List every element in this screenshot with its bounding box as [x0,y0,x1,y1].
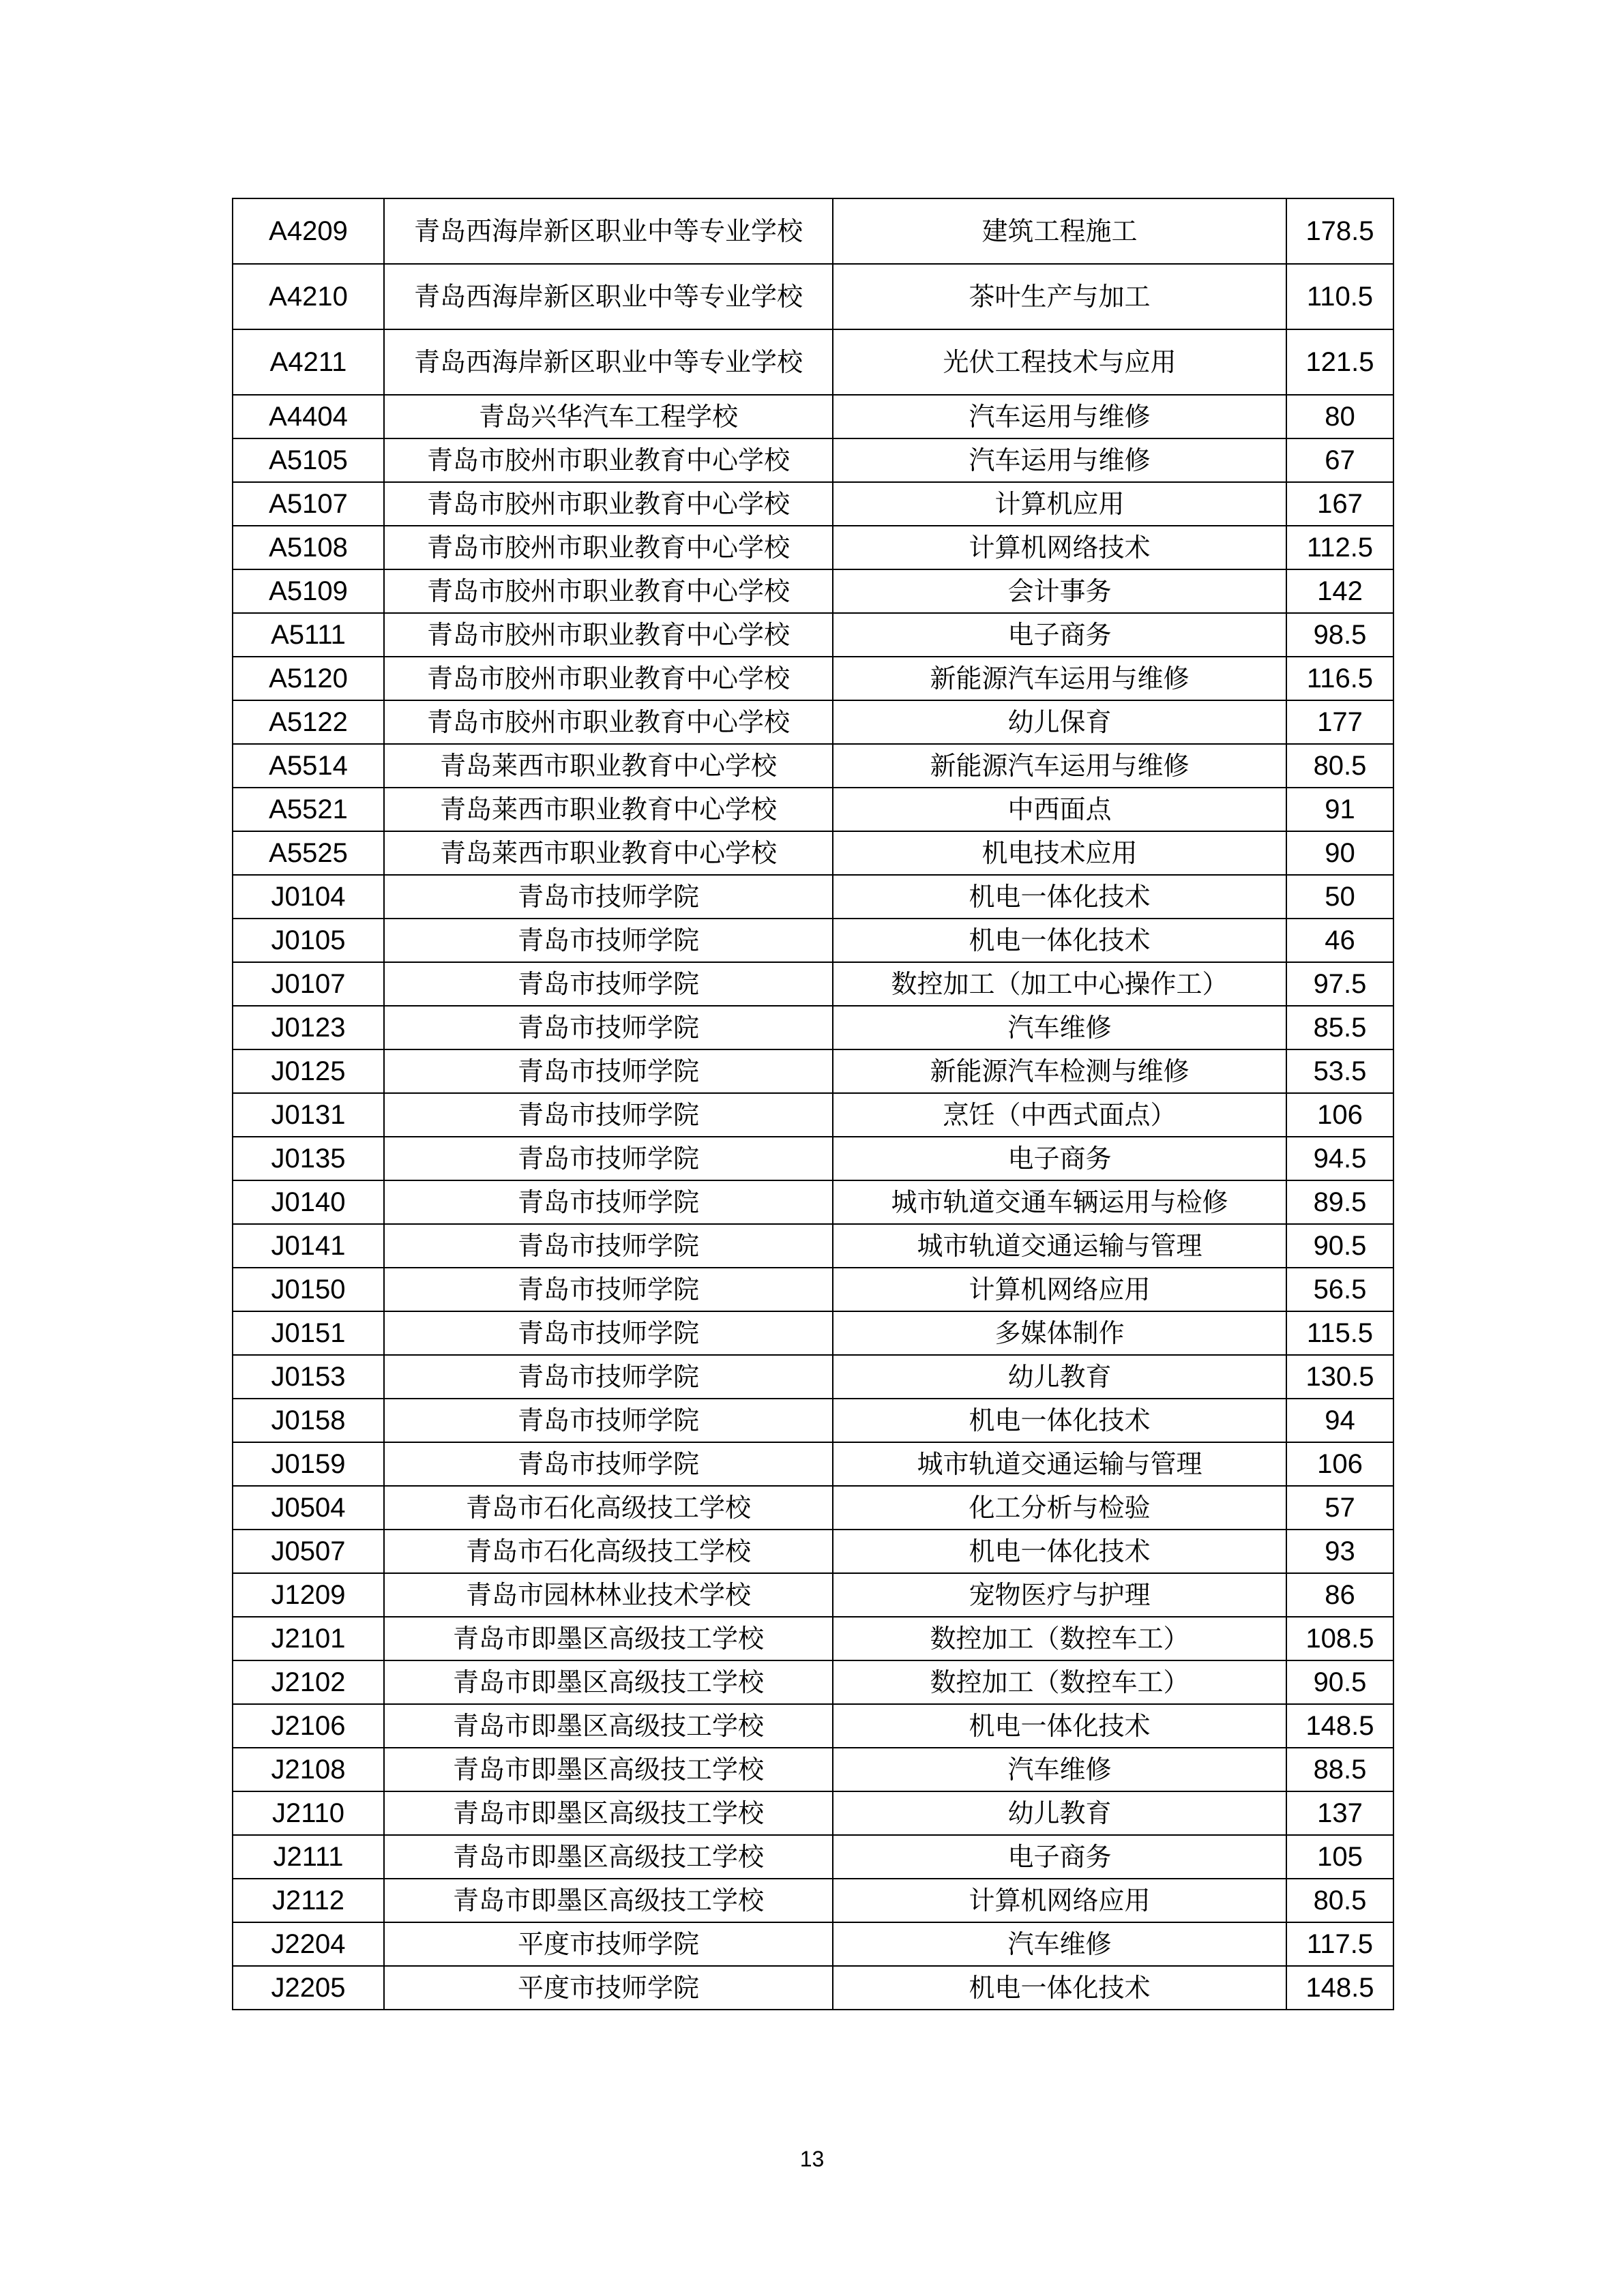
score-cell: 80 [1286,395,1393,438]
major-name-cell: 幼儿教育 [833,1791,1286,1835]
table-row [233,1704,1393,1748]
school-name-cell: 青岛市即墨区高级技工学校 [384,1660,833,1704]
table-row [233,744,1393,788]
school-name-cell: 青岛西海岸新区职业中等专业学校 [384,329,833,395]
score-cell: 105 [1286,1835,1393,1879]
major-name-cell: 汽车维修 [833,1748,1286,1791]
program-code-cell: A5108 [233,526,384,569]
program-code-cell: A5120 [233,657,384,700]
school-name-cell: 青岛市石化高级技工学校 [384,1530,833,1573]
table-row [233,831,1393,875]
table-row [233,1049,1393,1093]
score-cell: 57 [1286,1486,1393,1530]
major-name-cell: 汽车维修 [833,1922,1286,1966]
score-cell: 97.5 [1286,962,1393,1006]
major-name-cell: 机电一体化技术 [833,875,1286,919]
score-cell: 106 [1286,1442,1393,1486]
school-name-cell: 青岛市胶州市职业教育中心学校 [384,657,833,700]
table-row [233,1355,1393,1399]
school-name-cell: 青岛市技师学院 [384,962,833,1006]
table-row [233,1791,1393,1835]
program-code-cell: J2106 [233,1704,384,1748]
program-code-cell: J2204 [233,1922,384,1966]
program-code-cell: J0107 [233,962,384,1006]
major-name-cell: 机电一体化技术 [833,1966,1286,2010]
school-name-cell: 青岛市技师学院 [384,1137,833,1180]
score-cell: 56.5 [1286,1268,1393,1311]
school-name-cell: 青岛市胶州市职业教育中心学校 [384,526,833,569]
major-name-cell: 城市轨道交通运输与管理 [833,1442,1286,1486]
school-name-cell: 青岛市即墨区高级技工学校 [384,1704,833,1748]
program-code-cell: J0158 [233,1399,384,1442]
score-cell: 93 [1286,1530,1393,1573]
program-code-cell: J0105 [233,919,384,962]
program-code-cell: A5521 [233,788,384,831]
score-cell: 137 [1286,1791,1393,1835]
table-row [233,1530,1393,1573]
school-name-cell: 青岛市技师学院 [384,1180,833,1224]
program-code-cell: J0104 [233,875,384,919]
school-name-cell: 青岛市技师学院 [384,1093,833,1137]
program-code-cell: J1209 [233,1573,384,1617]
table-row [233,1180,1393,1224]
major-name-cell: 数控加工（数控车工） [833,1660,1286,1704]
score-cell: 94 [1286,1399,1393,1442]
score-cell: 178.5 [1286,198,1393,264]
school-name-cell: 青岛市技师学院 [384,1442,833,1486]
table-row [233,962,1393,1006]
school-name-cell: 平度市技师学院 [384,1922,833,1966]
table-row [233,1442,1393,1486]
program-code-cell: J2112 [233,1879,384,1922]
major-name-cell: 中西面点 [833,788,1286,831]
score-cell: 80.5 [1286,1879,1393,1922]
school-name-cell: 青岛市即墨区高级技工学校 [384,1879,833,1922]
program-code-cell: J2205 [233,1966,384,2010]
major-name-cell: 汽车运用与维修 [833,438,1286,482]
table-row [233,1835,1393,1879]
school-name-cell: 青岛市胶州市职业教育中心学校 [384,613,833,657]
score-cell: 50 [1286,875,1393,919]
school-name-cell: 青岛市技师学院 [384,1355,833,1399]
school-name-cell: 青岛市即墨区高级技工学校 [384,1617,833,1660]
school-name-cell: 青岛市胶州市职业教育中心学校 [384,438,833,482]
major-name-cell: 机电一体化技术 [833,919,1286,962]
score-cell: 67 [1286,438,1393,482]
table-row [233,1311,1393,1355]
major-name-cell: 计算机网络技术 [833,526,1286,569]
table-row [233,1093,1393,1137]
program-code-cell: A4211 [233,329,384,395]
major-name-cell: 城市轨道交通车辆运用与检修 [833,1180,1286,1224]
score-cell: 116.5 [1286,657,1393,700]
program-code-cell: J2101 [233,1617,384,1660]
score-cell: 90 [1286,831,1393,875]
score-cell: 89.5 [1286,1180,1393,1224]
program-code-cell: J0151 [233,1311,384,1355]
major-name-cell: 机电一体化技术 [833,1704,1286,1748]
major-name-cell: 多媒体制作 [833,1311,1286,1355]
major-name-cell: 数控加工（加工中心操作工） [833,962,1286,1006]
program-code-cell: J2111 [233,1835,384,1879]
major-name-cell: 建筑工程施工 [833,198,1286,264]
major-name-cell: 宠物医疗与护理 [833,1573,1286,1617]
score-cell: 88.5 [1286,1748,1393,1791]
program-code-cell: A5109 [233,569,384,613]
table-row [233,613,1393,657]
table-row [233,395,1393,438]
score-cell: 142 [1286,569,1393,613]
score-table [232,198,1394,2010]
score-cell: 53.5 [1286,1049,1393,1093]
major-name-cell: 会计事务 [833,569,1286,613]
table-row [233,919,1393,962]
score-cell: 148.5 [1286,1966,1393,2010]
school-name-cell: 青岛市即墨区高级技工学校 [384,1748,833,1791]
major-name-cell: 汽车运用与维修 [833,395,1286,438]
table-row [233,700,1393,744]
program-code-cell: A5111 [233,613,384,657]
table-row [233,1660,1393,1704]
program-code-cell: J0125 [233,1049,384,1093]
school-name-cell: 青岛西海岸新区职业中等专业学校 [384,198,833,264]
score-cell: 94.5 [1286,1137,1393,1180]
program-code-cell: A5514 [233,744,384,788]
program-code-cell: A5525 [233,831,384,875]
program-code-cell: J0153 [233,1355,384,1399]
table-body [233,198,1393,2010]
school-name-cell: 青岛市技师学院 [384,1399,833,1442]
score-cell: 121.5 [1286,329,1393,395]
table-row [233,875,1393,919]
school-name-cell: 青岛市技师学院 [384,1224,833,1268]
program-code-cell: A5105 [233,438,384,482]
table-row [233,1486,1393,1530]
score-cell: 85.5 [1286,1006,1393,1049]
score-cell: 86 [1286,1573,1393,1617]
program-code-cell: A5122 [233,700,384,744]
program-code-cell: J0131 [233,1093,384,1137]
table-row [233,1617,1393,1660]
school-name-cell: 青岛莱西市职业教育中心学校 [384,744,833,788]
major-name-cell: 计算机应用 [833,482,1286,526]
table-row [233,1399,1393,1442]
score-cell: 98.5 [1286,613,1393,657]
score-cell: 115.5 [1286,1311,1393,1355]
major-name-cell: 新能源汽车运用与维修 [833,657,1286,700]
score-cell: 112.5 [1286,526,1393,569]
school-name-cell: 青岛市技师学院 [384,875,833,919]
program-code-cell: J0150 [233,1268,384,1311]
school-name-cell: 青岛市胶州市职业教育中心学校 [384,569,833,613]
program-code-cell: J0141 [233,1224,384,1268]
program-code-cell: J0507 [233,1530,384,1573]
major-name-cell: 化工分析与检验 [833,1486,1286,1530]
table-row [233,1966,1393,2010]
school-name-cell: 青岛市即墨区高级技工学校 [384,1835,833,1879]
table-row [233,657,1393,700]
program-code-cell: J0504 [233,1486,384,1530]
table-row [233,264,1393,329]
major-name-cell: 汽车维修 [833,1006,1286,1049]
program-code-cell: J0123 [233,1006,384,1049]
table-row [233,1879,1393,1922]
school-name-cell: 青岛莱西市职业教育中心学校 [384,788,833,831]
score-cell: 80.5 [1286,744,1393,788]
major-name-cell: 烹饪（中西式面点） [833,1093,1286,1137]
table-row [233,438,1393,482]
program-code-cell: J2110 [233,1791,384,1835]
school-name-cell: 青岛兴华汽车工程学校 [384,395,833,438]
score-cell: 90.5 [1286,1660,1393,1704]
school-name-cell: 青岛市技师学院 [384,919,833,962]
major-name-cell: 新能源汽车运用与维修 [833,744,1286,788]
table-row [233,569,1393,613]
school-name-cell: 平度市技师学院 [384,1966,833,2010]
program-code-cell: A4209 [233,198,384,264]
school-name-cell: 青岛市胶州市职业教育中心学校 [384,700,833,744]
table-row [233,329,1393,395]
table-row [233,482,1393,526]
table-row [233,1006,1393,1049]
table-row [233,198,1393,264]
program-code-cell: J2102 [233,1660,384,1704]
table-row [233,1922,1393,1966]
score-cell: 148.5 [1286,1704,1393,1748]
score-cell: 130.5 [1286,1355,1393,1399]
school-name-cell: 青岛市技师学院 [384,1268,833,1311]
major-name-cell: 电子商务 [833,1835,1286,1879]
program-code-cell: J0140 [233,1180,384,1224]
table-row [233,1137,1393,1180]
program-code-cell: A4404 [233,395,384,438]
major-name-cell: 新能源汽车检测与维修 [833,1049,1286,1093]
major-name-cell: 机电一体化技术 [833,1530,1286,1573]
score-cell: 108.5 [1286,1617,1393,1660]
program-code-cell: A4210 [233,264,384,329]
school-name-cell: 青岛西海岸新区职业中等专业学校 [384,264,833,329]
table-row [233,1748,1393,1791]
school-name-cell: 青岛市园林林业技术学校 [384,1573,833,1617]
program-code-cell: J0135 [233,1137,384,1180]
table-row [233,788,1393,831]
score-cell: 117.5 [1286,1922,1393,1966]
major-name-cell: 光伏工程技术与应用 [833,329,1286,395]
table-row [233,1268,1393,1311]
school-name-cell: 青岛市技师学院 [384,1006,833,1049]
school-name-cell: 青岛市即墨区高级技工学校 [384,1791,833,1835]
school-name-cell: 青岛市胶州市职业教育中心学校 [384,482,833,526]
program-code-cell: J2108 [233,1748,384,1791]
major-name-cell: 数控加工（数控车工） [833,1617,1286,1660]
table-row [233,526,1393,569]
major-name-cell: 幼儿教育 [833,1355,1286,1399]
major-name-cell: 电子商务 [833,613,1286,657]
score-cell: 106 [1286,1093,1393,1137]
school-name-cell: 青岛市石化高级技工学校 [384,1486,833,1530]
table-row [233,1224,1393,1268]
major-name-cell: 机电一体化技术 [833,1399,1286,1442]
school-name-cell: 青岛莱西市职业教育中心学校 [384,831,833,875]
page-number: 13 [799,2147,825,2171]
table-row [233,1573,1393,1617]
major-name-cell: 计算机网络应用 [833,1879,1286,1922]
major-name-cell: 城市轨道交通运输与管理 [833,1224,1286,1268]
major-name-cell: 幼儿保育 [833,700,1286,744]
score-cell: 46 [1286,919,1393,962]
score-cell: 110.5 [1286,264,1393,329]
major-name-cell: 机电技术应用 [833,831,1286,875]
program-code-cell: J0159 [233,1442,384,1486]
major-name-cell: 电子商务 [833,1137,1286,1180]
school-name-cell: 青岛市技师学院 [384,1049,833,1093]
school-name-cell: 青岛市技师学院 [384,1311,833,1355]
major-name-cell: 茶叶生产与加工 [833,264,1286,329]
program-code-cell: A5107 [233,482,384,526]
score-cell: 91 [1286,788,1393,831]
score-cell: 167 [1286,482,1393,526]
major-name-cell: 计算机网络应用 [833,1268,1286,1311]
score-cell: 177 [1286,700,1393,744]
score-cell: 90.5 [1286,1224,1393,1268]
